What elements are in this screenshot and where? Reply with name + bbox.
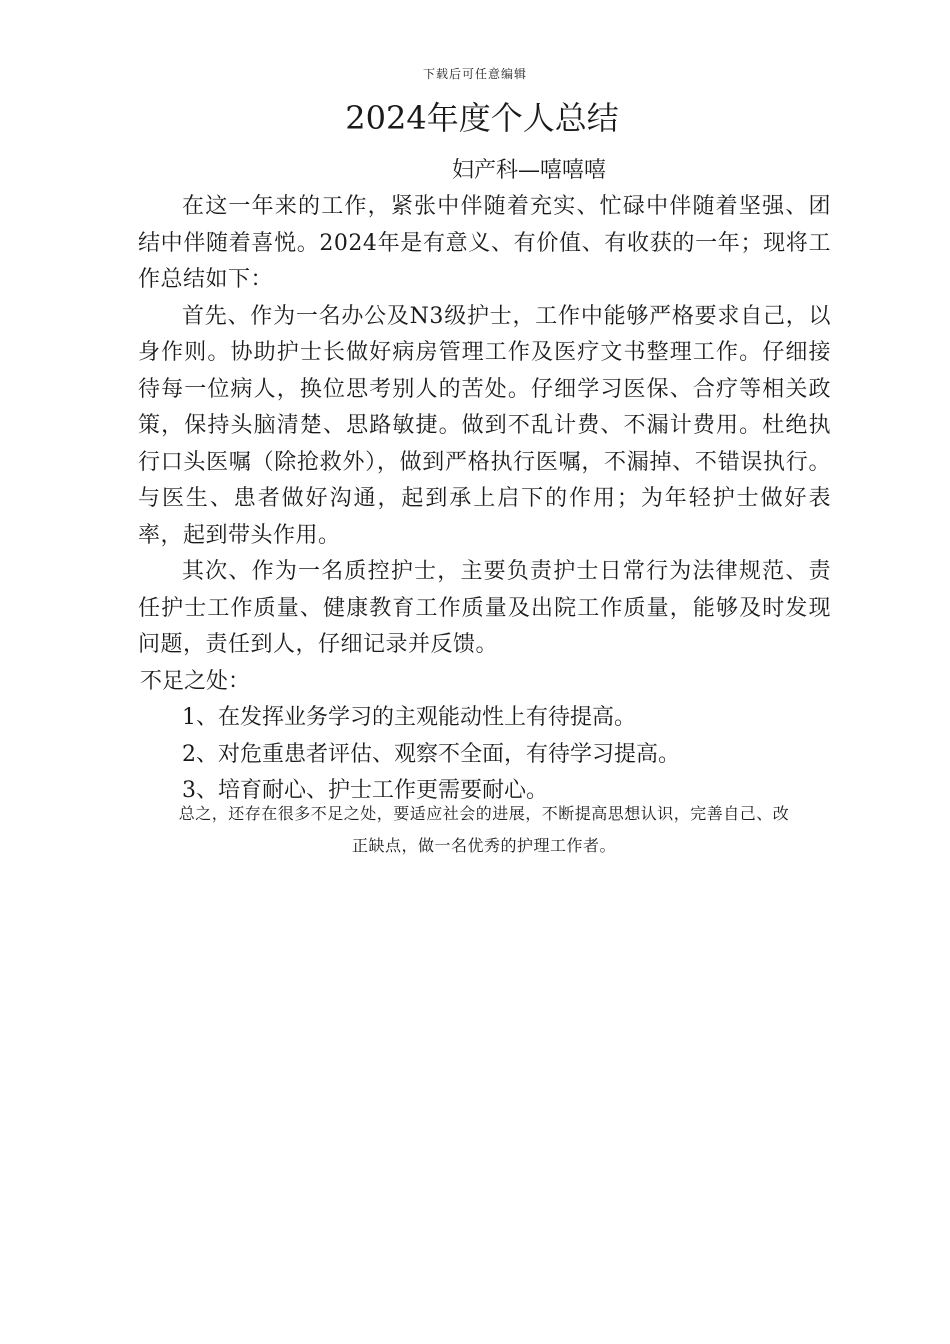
page-title: 2024年度个人总结: [345, 99, 619, 137]
header-note: 下载后可任意编辑: [422, 67, 527, 81]
shortfall-item: 3、培育耐心、护士工作更需要耐心。: [182, 778, 548, 803]
byline: 妇产科—嘻嘻嘻: [452, 158, 607, 183]
conclusion: [128, 798, 840, 862]
paragraph-intro: 在这一年来的工作，紧张中伴随着充实、忙碌中伴随着坚强、团结中伴随着喜悦。2024年是有意义、有价值、有收获的一年；现将工作总结如下：: [138, 194, 831, 292]
conclusion-line: 总之，还存在很多不足之处，要适应社会的进展，不断提高思想认识，完善自己、改: [178, 804, 790, 823]
document-body: [138, 189, 831, 810]
shortfall-item: 2、对危重患者评估、观察不全面，有待学习提高。: [182, 741, 680, 767]
paragraph-first: 首先、作为一名办公及N3级护士，工作中能够严格要求自己，以身作则。协助护士长做好病房管理工作及医疗文书整理工作。仔细接待每一位病人，换位思考别人的苦处。仔细学习医保、合疗等相关政策，保持头脑清楚、思路敏捷。做到不乱计费、不漏计费用。杜绝执行口头医嘱（除抢救外），做到严格执行医嘱，不漏掉、不错误执行。与医生、患者做好沟通，起到承上启下的作用；为年轻护士做好表率，起到带头作用。: [138, 303, 831, 548]
paragraph-second: 其次、作为一名质控护士，主要负责护士日常行为法律规范、责任护士工作质量、健康教育工作质量及出院工作质量，能够及时发现问题，责任到人，仔细记录并反馈。: [138, 559, 831, 657]
shortfall-heading: 不足之处：: [140, 668, 251, 694]
shortfall-item: 1、在发挥业务学习的主观能动性上有待提高。: [182, 705, 636, 730]
conclusion-line: 正缺点，做一名优秀的护理工作者。: [351, 836, 616, 855]
